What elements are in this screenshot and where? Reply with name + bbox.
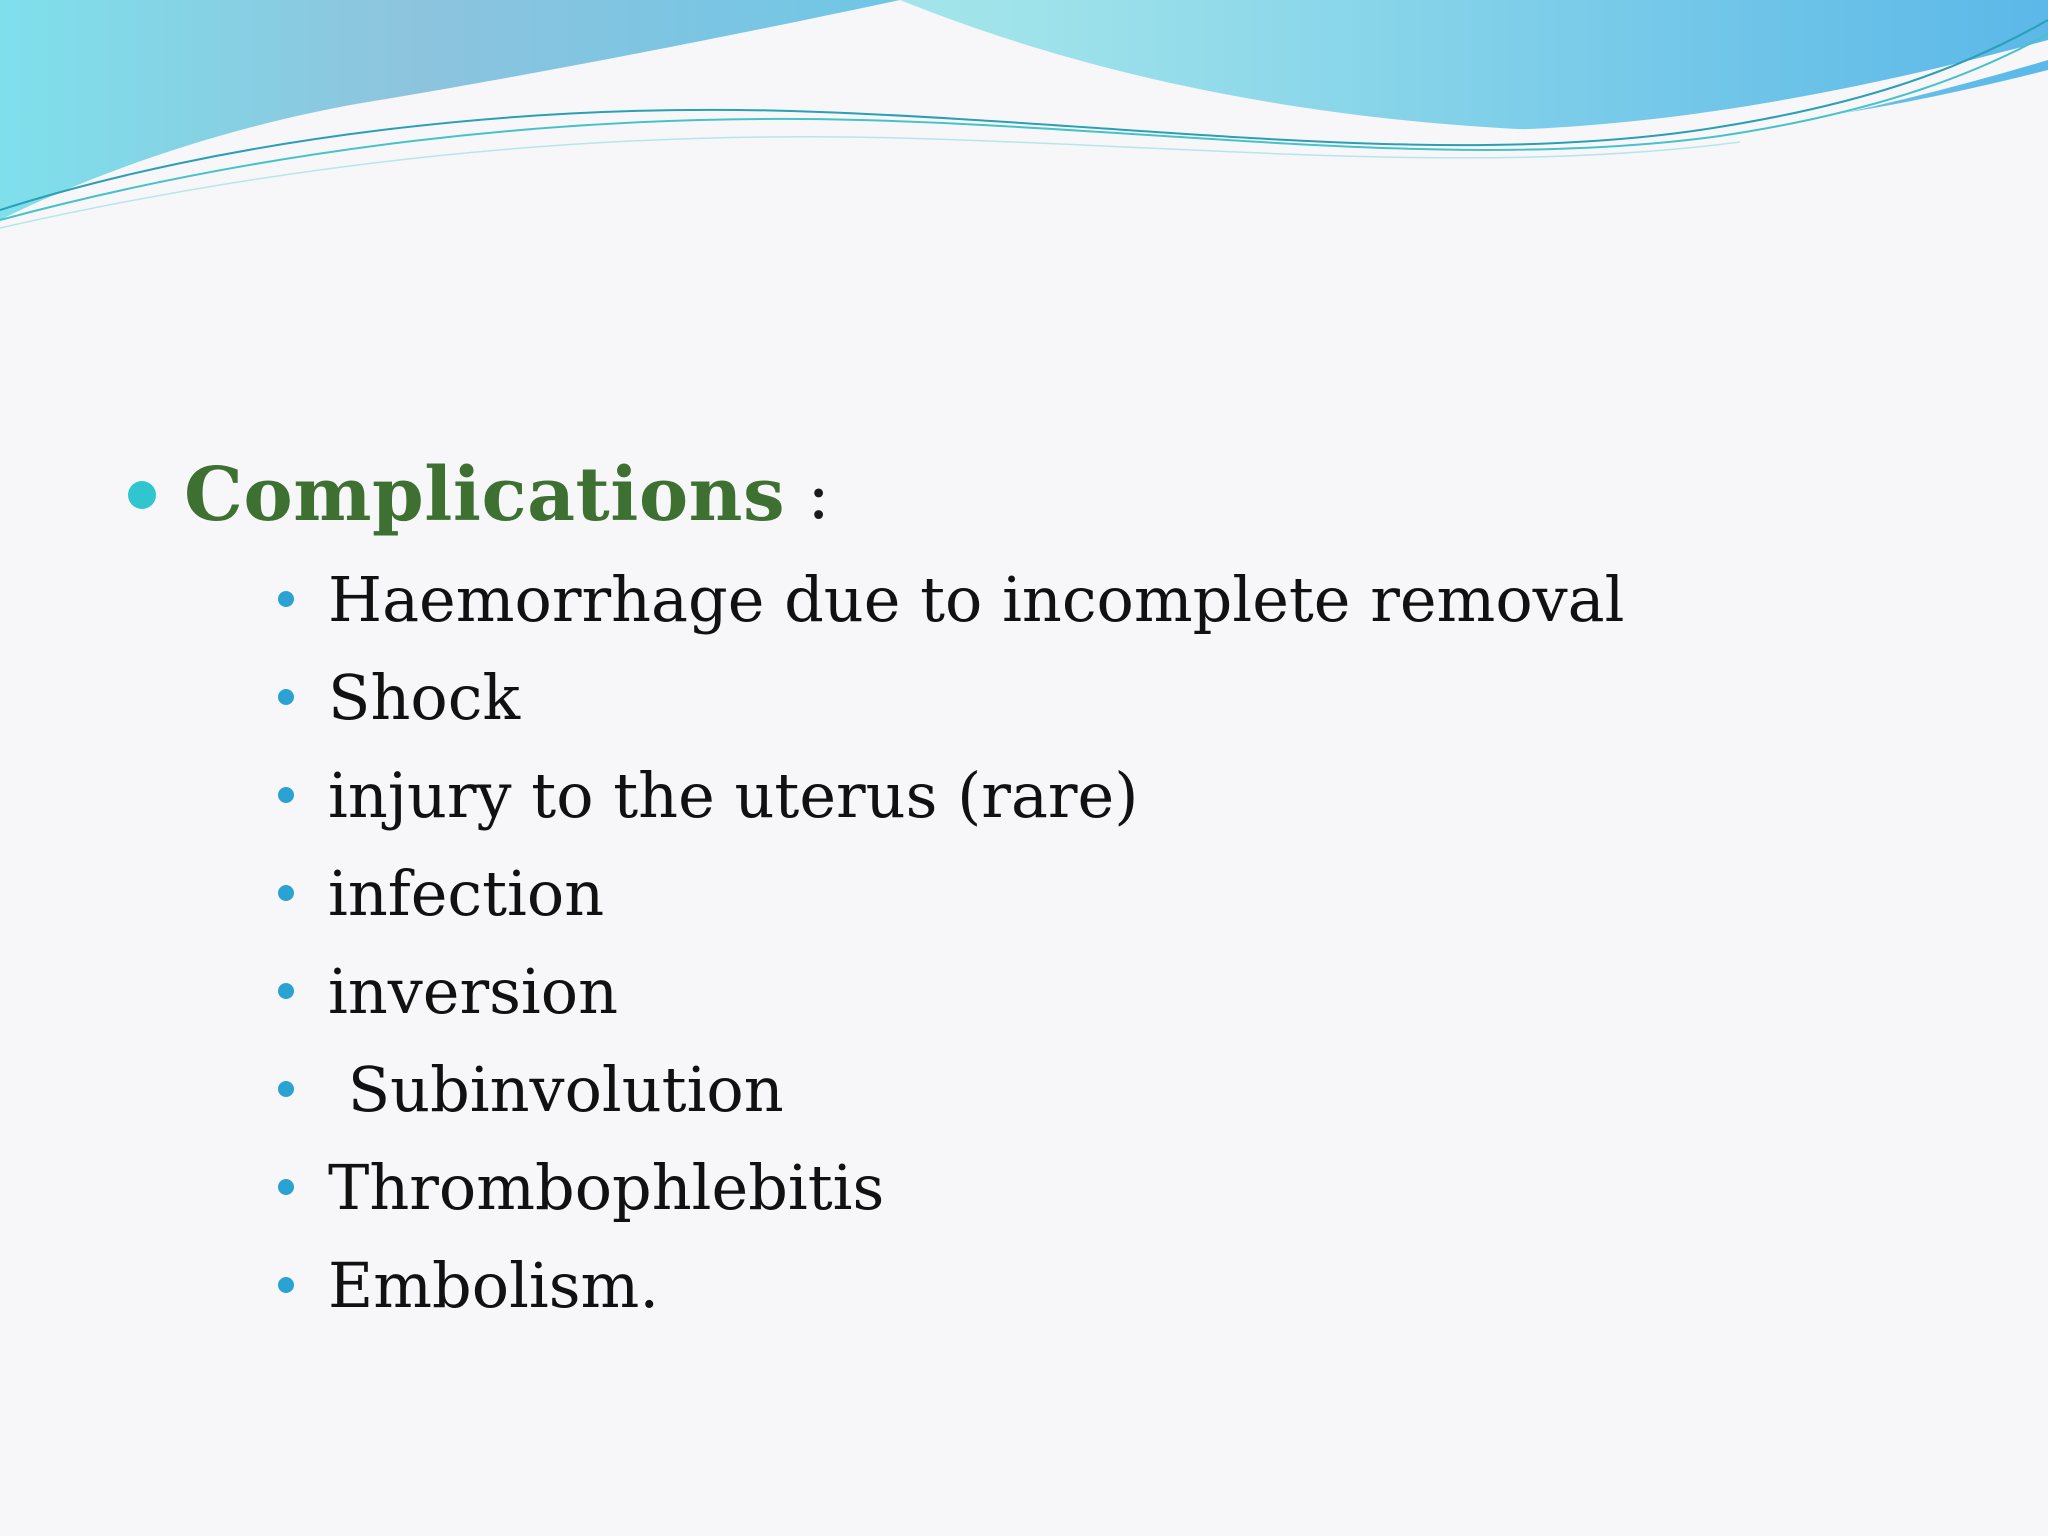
list-item-text: Thrombophlebitis [328,1150,885,1224]
bullet-dot-icon [278,1081,294,1097]
bullet-dot-icon [128,481,156,509]
bullet-dot-icon [278,689,294,705]
list-item-text: inversion [328,954,619,1028]
list-item [278,1040,1928,1138]
bullet-dot-icon [278,591,294,607]
list-item-text: Shock [328,660,521,734]
list-item [278,1236,1928,1334]
list-item-text: infection [328,856,605,930]
list-item [278,844,1928,942]
list-item-text: injury to the uterus (rare) [328,758,1139,832]
list-item [278,648,1928,746]
bullet-dot-icon [278,983,294,999]
list-item-text: Subinvolution [328,1052,784,1126]
bullet-dot-icon [278,1277,294,1293]
bullet-dot-icon [278,787,294,803]
list-item-text: Embolism. [328,1248,660,1322]
slide-heading: Complications [184,452,786,538]
heading-colon: : [807,455,831,535]
header-wave-decoration [0,0,2048,240]
list-item [278,746,1928,844]
list-item [278,550,1928,648]
list-item [278,1138,1928,1236]
complications-list [128,550,1928,1334]
list-item [278,942,1928,1040]
main-bullet-item [128,440,1928,550]
bullet-dot-icon [278,1179,294,1195]
list-item-text: Haemorrhage due to incomplete removal [328,562,1625,636]
content-area [128,440,1928,1334]
bullet-dot-icon [278,885,294,901]
